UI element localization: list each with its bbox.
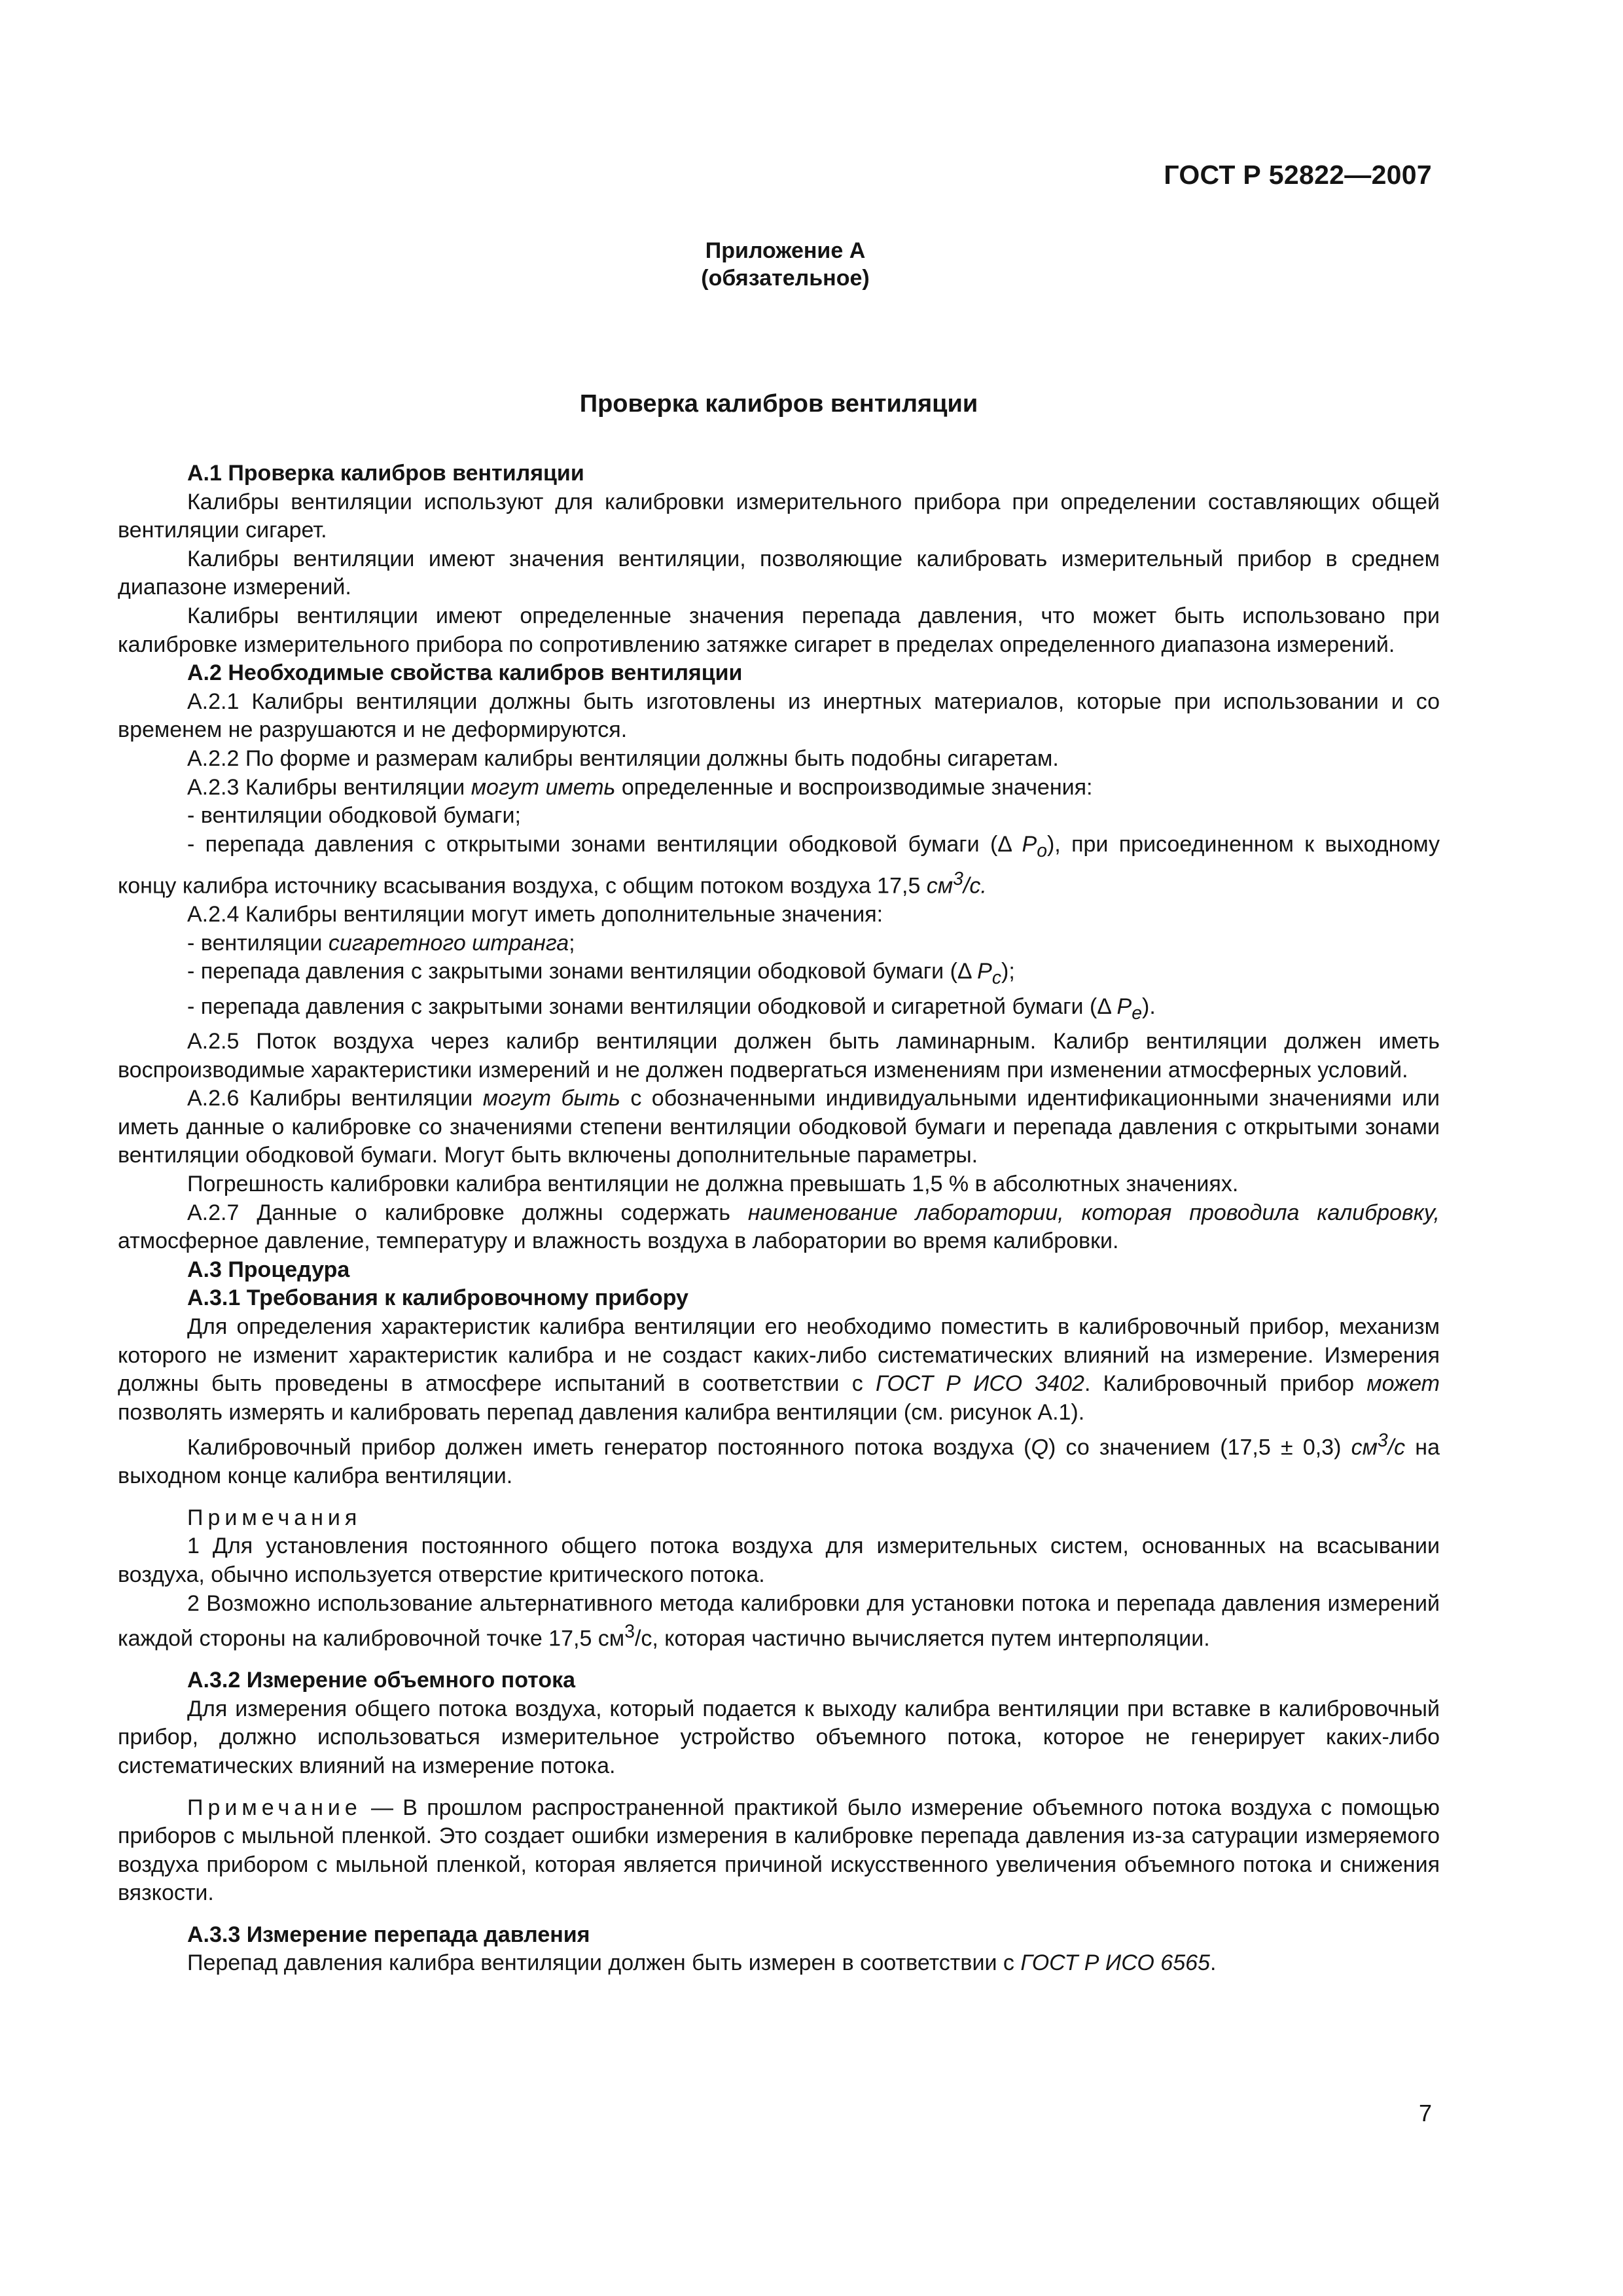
italic-run: могут быть <box>482 1086 620 1111</box>
text-run: Для определения характеристик калибра вентиляции его необходимо поместить в калибровочный прибор, механизм которого не изменит характеристик калибра и не создаст каких-либо систематических влияний на измерение. Измерения должны быть проведены в атмосфере испытаний в соответствии с <box>118 1314 1440 1397</box>
superscript: 3 <box>624 1621 635 1643</box>
standard-reference: ГОСТ Р ИСО 3402 <box>875 1371 1084 1397</box>
note-label: Примечание <box>187 1795 362 1820</box>
text-run: Калибровочный прибор должен иметь генератор постоянного потока воздуха ( <box>187 1435 1031 1460</box>
note <box>118 1794 1440 1908</box>
subscript: e <box>1132 1002 1142 1024</box>
document-body <box>118 459 1440 1978</box>
standard-number: ГОСТ Р 52822—2007 <box>1164 160 1432 190</box>
annex-status: (обязательное) <box>701 266 870 291</box>
text-run: . Калибровочный прибор <box>1084 1371 1367 1397</box>
paragraph: А.2.4 Калибры вентиляции могут иметь дополнительные значения: <box>187 902 883 927</box>
list-item <box>118 831 1440 901</box>
symbol-q: Q <box>1031 1435 1048 1460</box>
symbol-p: P <box>1022 831 1037 857</box>
list-item: - вентиляции ободковой бумаги; <box>187 803 521 829</box>
standard-reference: ГОСТ Р ИСО 6565 <box>1020 1950 1210 1976</box>
unit: см <box>1351 1435 1378 1460</box>
paragraph <box>118 1949 1440 1978</box>
section-heading-a33: А.3.3 Измерение перепада давления <box>187 1922 590 1947</box>
text-run: - перепада давления с закрытыми зонами вентиляции ободковой и сигаретной бумаги (Δ <box>187 994 1117 1019</box>
italic-run: могут иметь <box>471 774 616 800</box>
page-title: Проверка калибров вентиляции <box>579 390 978 418</box>
annex-title: Приложение А <box>705 238 866 263</box>
unit: /с. <box>963 873 987 899</box>
text-run: А.2.3 Калибры вентиляции <box>187 774 471 800</box>
italic-run: сигаретного штранга <box>328 930 569 956</box>
text-run: ). <box>1142 994 1156 1019</box>
text-run: /с, которая частично вычисляется путем интерполяции. <box>634 1626 1210 1651</box>
text-run: . <box>1209 1950 1217 1976</box>
paragraph: Калибры вентиляции имеют значения вентиляции, позволяющие калибровать измерительный прибор в среднем диапазоне измерений. <box>118 546 1440 600</box>
subscript: o <box>1037 840 1047 861</box>
paragraph: Погрешность калибровки калибра вентиляции не должна превышать 1,5 % в абсолютных значениях. <box>187 1171 1239 1196</box>
superscript: 3 <box>1377 1430 1388 1452</box>
text-run: А.2.7 Данные о калибровке должны содержать <box>187 1200 748 1225</box>
paragraph <box>118 774 1440 802</box>
text-run: ); <box>1001 959 1015 984</box>
paragraph <box>118 1199 1440 1256</box>
text-run: — В прошлом распространенной практикой было измерение объемного потока воздуха с помощью приборов с мыльной пленкой. Это создает ошибки измерения в калибровке перепада давления из-за сатурации измеряемого воздуха прибором с мыльной пленкой, которая является причиной искусственного увеличения объемного потока и снижения вязкости. <box>118 1795 1440 1906</box>
text-run: с обозначенными индивидуальными идентификационными значениями или иметь данные о калибровке со значениями степени вентиляции ободковой бумаги и перепада давления с открытыми зонами вентиляции ободковой бумаги. Могут быть включены дополнительные параметры. <box>118 1086 1440 1168</box>
list-item <box>118 958 1440 992</box>
symbol-p: P <box>1116 994 1132 1019</box>
italic-run: может <box>1366 1371 1440 1397</box>
italic-run: наименование лаборатории, которая проводила калибровку, <box>747 1200 1440 1225</box>
paragraph: Для измерения общего потока воздуха, который подается к выходу калибра вентиляции при вставке в калибровочный прибор, должно использоваться измерительное устройство объемного потока, которое не генерирует каких-либо систематических влияний на измерение потока. <box>118 1696 1440 1778</box>
section-heading-a31: А.3.1 Требования к калибровочному прибору <box>187 1285 688 1311</box>
text-run: - вентиляции <box>187 930 329 956</box>
paragraph: А.2.5 Поток воздуха через калибр вентиляции должен быть ламинарным. Калибр вентиляции должен иметь воспроизводимые характеристики измерений и не должен подвергаться изменениям при изменении атмосферных условий. <box>118 1029 1440 1083</box>
text-run: А.2.6 Калибры вентиляции <box>187 1086 483 1111</box>
paragraph <box>118 1313 1440 1427</box>
paragraph <box>118 1085 1440 1170</box>
paragraph <box>118 1427 1440 1491</box>
text-run: атмосферное давление, температуру и влажность воздуха в лаборатории во время калибровки. <box>118 1229 1119 1254</box>
unit: /с <box>1387 1435 1406 1460</box>
page-number: 7 <box>1418 2100 1432 2126</box>
section-heading-a1: А.1 Проверка калибров вентиляции <box>187 461 584 486</box>
section-heading-a2: А.2 Необходимые свойства калибров вентиляции <box>187 660 743 686</box>
unit: см <box>926 873 954 899</box>
paragraph: Калибры вентиляции имеют определенные значения перепада давления, что может быть использовано при калибровке измерительного прибора по сопротивлению затяжке сигарет в пределах определенного диапазона измерений. <box>118 603 1440 657</box>
subscript: c <box>991 967 1002 989</box>
text-run: ) со значением (17,5 ± 0,3) <box>1048 1435 1351 1460</box>
text-run: ), при присоединенном к выходному концу калибра источнику всасывания воздуха, с общим потоком воздуха 17,5 <box>118 831 1440 899</box>
text-run: 2 Возможно использование альтернативного метода калибровки для установки потока и перепада давления измерений каждой стороны на калибровочной точке 17,5 см <box>118 1590 1440 1651</box>
paragraph: А.2.1 Калибры вентиляции должны быть изготовлены из инертных материалов, которые при использовании и со временем не разрушаются и не деформируются. <box>118 689 1440 743</box>
note <box>118 1590 1440 1654</box>
list-item <box>118 993 1440 1028</box>
text-run: Перепад давления калибра вентиляции должен быть измерен в соответствии с <box>187 1950 1021 1976</box>
note: 1 Для установления постоянного общего потока воздуха для измерительных систем, основанных на всасывании воздуха, обычно используется отверстие критического потока. <box>118 1534 1440 1588</box>
symbol-p: P <box>977 959 992 984</box>
text-run: позволять измерять и калибровать перепад давления калибра вентиляции (см. рисунок А.1). <box>118 1399 1085 1425</box>
text-run: ; <box>569 930 575 956</box>
text-run: - перепада давления с закрытыми зонами вентиляции ободковой бумаги (Δ <box>187 959 978 984</box>
text-run: определенные и воспроизводимые значения: <box>615 774 1093 800</box>
notes-label: Примечания <box>187 1505 362 1530</box>
text-run: - перепада давления с открытыми зонами вентиляции ободковой бумаги (Δ <box>187 831 1022 857</box>
paragraph: Калибры вентиляции используют для калибровки измерительного прибора при определении составляющих общей вентиляции сигарет. <box>118 489 1440 543</box>
list-item <box>118 929 1440 958</box>
text-run: на выходном конце калибра вентиляции. <box>118 1435 1440 1489</box>
section-heading-a3: А.3 Процедура <box>187 1257 350 1282</box>
paragraph: А.2.2 По форме и размерам калибры вентиляции должны быть подобны сигаретам. <box>187 745 1059 771</box>
superscript: 3 <box>953 869 963 890</box>
section-heading-a32: А.3.2 Измерение объемного потока <box>187 1668 576 1693</box>
